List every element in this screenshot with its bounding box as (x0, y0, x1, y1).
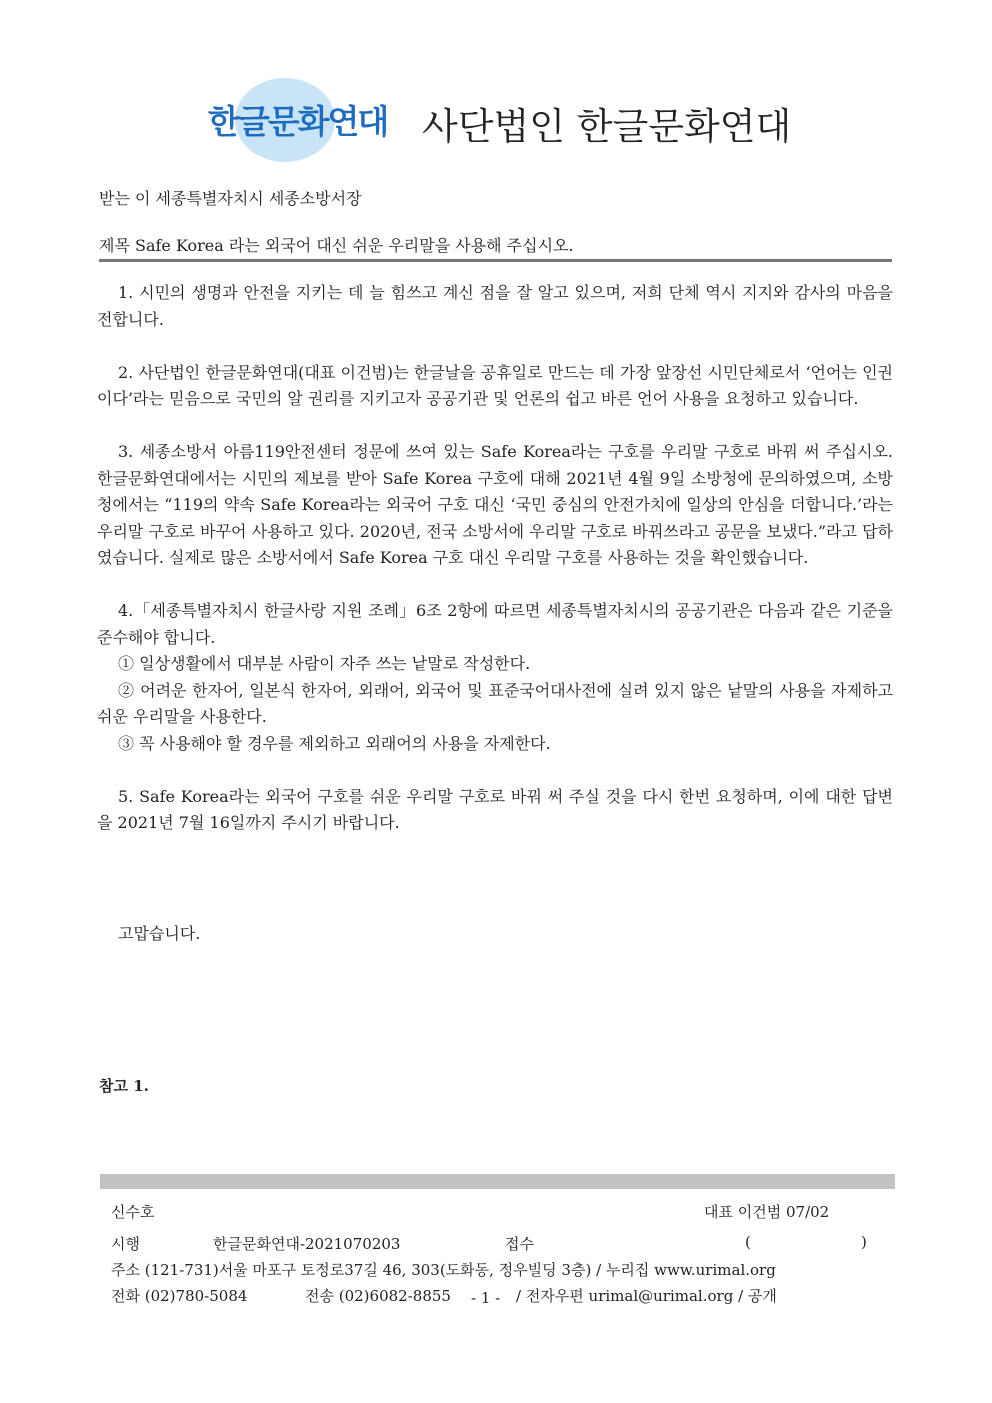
criterion-1: ① 일상생활에서 대부분 사람이 자주 쓰는 낱말로 작성한다. (118, 654, 531, 673)
footer-sinsuho: 신수호 (111, 1203, 155, 1221)
paragraph-2: 2. 사단법인 한글문화연대(대표 이건범)는 한글날을 공휴일로 만드는 데 가장 앞장선 시민단체로서 ‘언어는 인권이다’라는 믿음으로 국민의 알 권리를 지키고자 공공기관 및 언론의 쉽고 바른 언어 사용을 요청하고 있습니다. (97, 362, 893, 408)
footer-sihaeng-label: 시행 (111, 1235, 140, 1253)
footer-email: / 전자우편 urimal@urimal.org / 공개 (516, 1287, 777, 1305)
closing-line: 고맙습니다. (118, 924, 201, 943)
organization-logo (200, 78, 390, 162)
paragraph-5: 5. Safe Korea라는 외국어 구호를 쉬운 우리말 구호로 바꿔 써 주실 것을 다시 한번 요청하며, 이에 대한 답변을 2021년 7월 16일까지 주시기 바랍니다. (97, 786, 893, 832)
footer-jeopsu-paren-left: ( (745, 1233, 751, 1251)
organization-title: 사단법인 한글문화연대 (422, 105, 792, 148)
reference-label: 참고 1. (99, 1077, 149, 1095)
criterion-2: ② 어려운 한자어, 일본식 한자어, 외래어, 외국어 및 표준국어대사전에 실려 있지 않은 낱말의 사용을 자제하고 쉬운 우리말을 사용한다. (97, 680, 893, 726)
footer-representative: 대표 이건범 07/02 (704, 1203, 830, 1221)
footer-doc-number: 한글문화연대-2021070203 (213, 1235, 401, 1253)
recipient-line: 받는 이 세종특별자치시 세종소방서장 (99, 189, 362, 208)
footer-fax: 전송 (02)6082-8855 (305, 1287, 451, 1305)
letter-body (97, 280, 893, 837)
paragraph-3: 3. 세종소방서 아름119안전센터 정문에 쓰여 있는 Safe Korea라는 구호를 우리말 구호로 바꿔 써 주십시오. 한글문화연대에서는 시민의 제보를 받아 Safe Korea 구호에 대해 2021년 4월 9일 소방청에 문의하였으며, 소방청에서는 “119의 약속 Safe Korea라는 외국어 구호 대신 ‘국민 중심의 안전가치에 일상의 안심을 더합니다.’라는 우리말 구호로 바꾸어 사용하고 있다. 2020년, 전국 소방서에 우리말 구호로 바꿔쓰라고 공문을 보냈다.”라고 답하였습니다. 실제로 많은 소방서에서 Safe Korea 구호 대신 우리말 구호를 사용하는 것을 확인했습니다. (97, 442, 893, 567)
subject-divider (99, 259, 892, 262)
paragraph-4: 4.「세종특별자치시 한글사랑 지원 조례」6조 2항에 따르면 세종특별자치시의 공공기관은 다음과 같은 기준을 준수해야 합니다. (97, 601, 893, 647)
footer-jeopsu-label: 접수 (505, 1235, 534, 1253)
footer-jeopsu-paren-right: ) (861, 1233, 867, 1251)
footer-address: 주소 (121-731)서울 마포구 토정로37길 46, 303(도화동, 정우빌딩 3층) / 누리집 www.urimal.org (111, 1261, 776, 1279)
footer-phone: 전화 (02)780-5084 (111, 1287, 248, 1305)
footer-divider-bar (100, 1174, 895, 1189)
criterion-3: ③ 꼭 사용해야 할 경우를 제외하고 외래어의 사용을 자제한다. (118, 733, 551, 753)
logo-text: 한글문화연대 (208, 102, 388, 141)
page-number: - 1 - (471, 1289, 501, 1307)
subject-line: 제목 Safe Korea 라는 외국어 대신 쉬운 우리말을 사용해 주십시오. (99, 236, 574, 255)
paragraph-1: 1. 시민의 생명과 안전을 지키는 데 늘 힘쓰고 계신 점을 잘 알고 있으며, 저희 단체 역시 지지와 감사의 마음을 전합니다. (97, 283, 893, 329)
